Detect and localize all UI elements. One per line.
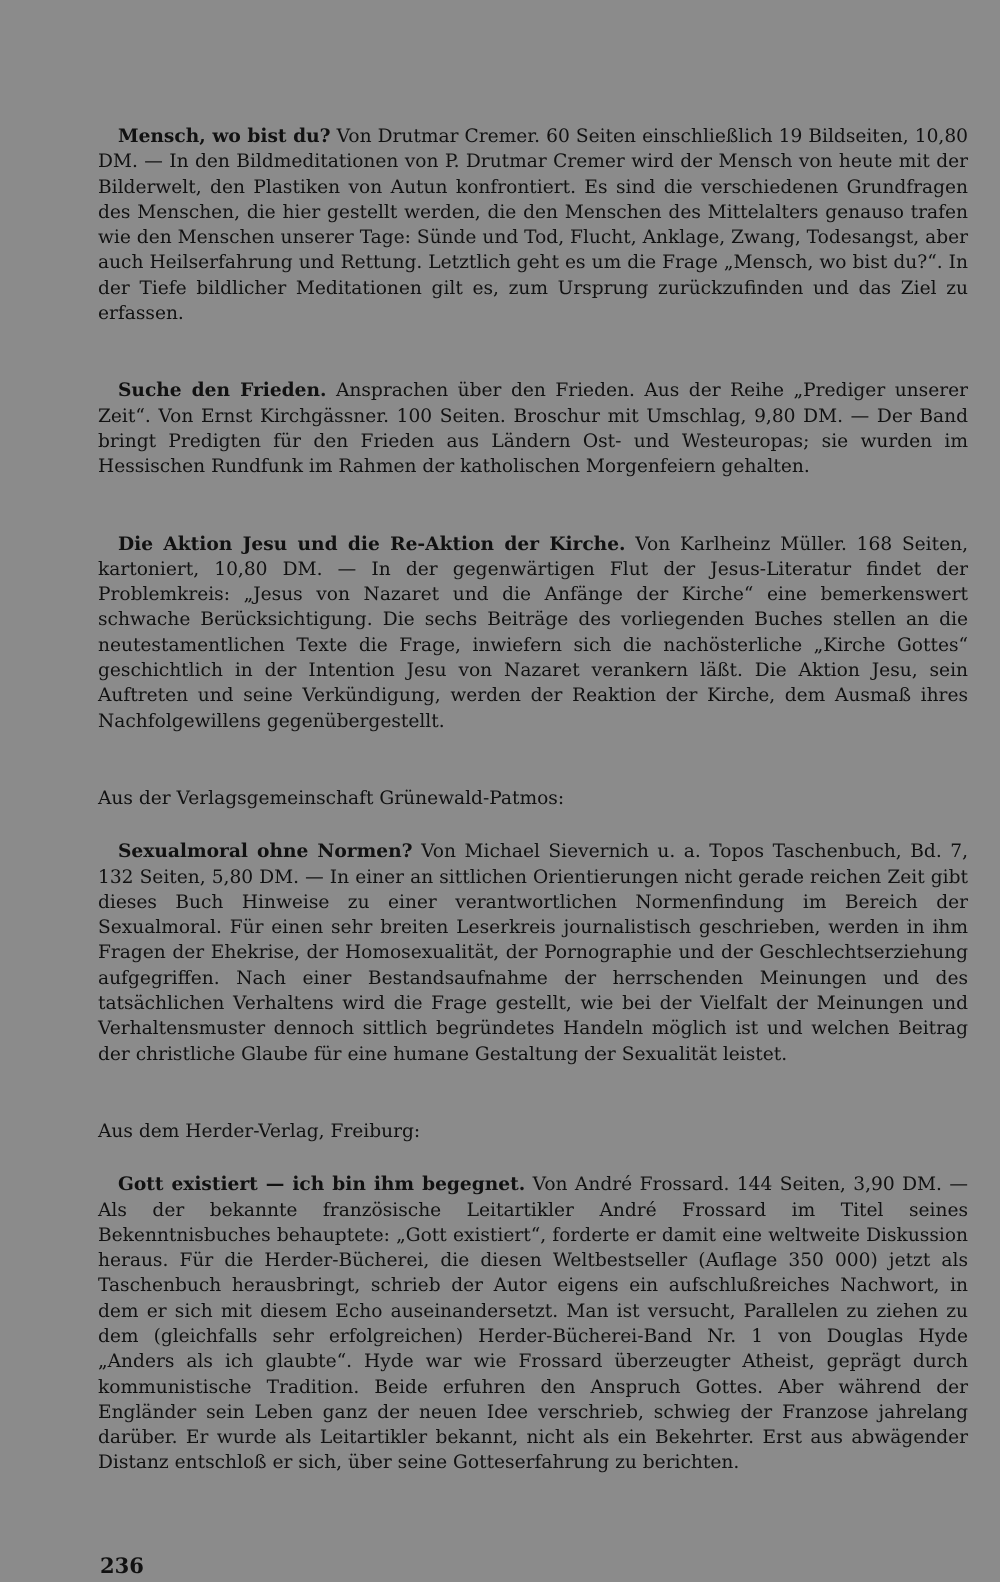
entry-text: Von Michael Sievernich u. a. Topos Taschenbuch, Bd. 7, 132 Seiten, 5,80 DM. — In einer an sittlichen Orientierungen nicht gerade reichen Zeit gibt dieses Buch Hinweise zu einer verantwortlichen Normenfindung im Bereich der Sexualmoral. Für einen sehr breiten Leserkreis journalistisch geschrieben, werden in ihm Fragen der Ehekrise, der Homosexualität, der Pornographie und der Geschlechtserziehung aufgegriffen. Nach einer Bestandsaufnahme der herrschenden Meinungen und des tatsächlichen Verhaltens wird die Frage gestellt, wie bei der Vielfalt der Meinungen und Verhaltensmuster dennoch sittlich begründetes Handeln möglich ist und welchen Beitrag der christliche Glaube für eine humane Gestaltung der Sexualität leistet. <box>98 841 968 1065</box>
entry-text: Von André Frossard. 144 Seiten, 3,90 DM. — Als der bekannte französische Leitartikler André Frossard im Titel seines Bekenntnisbuches behauptete: „Gott existiert“, forderte er damit eine weltweite Diskussion heraus. Für die Herder-Bücherei, die diesen Weltbestseller (Auflage 350 000) jetzt als Taschenbuch herausbringt, schrieb der Autor eigens ein aufschlußreiches Nachwort, in dem er sich mit diesem Echo auseinandersetzt. Man ist versucht, Parallelen zu ziehen zu dem (gleichfalls sehr erfolgreichen) Herder-Bücherei-Band Nr. 1 von Douglas Hyde „Anders als ich glaubte“. Hyde war wie Frossard überzeugter Atheist, geprägt durch kommunistische Tradition. Beide erfuhren den Anspruch Gottes. Aber während der Engländer sein Leben ganz der neuen Idee verschrieb, schwieg der Franzose jahrelang darüber. Er wurde als Leitartikler bekannt, nicht als ein Bekehrter. Erst aus abwägender Distanz entschloß er sich, über seine Gotteserfahrung zu berichten. <box>98 1174 968 1474</box>
book-entry <box>98 124 968 326</box>
entry-paragraph <box>98 378 968 479</box>
entry-text: Von Drutmar Cremer. 60 Seiten einschließlich 19 Bildseiten, 10,80 DM. — In den Bildmeditationen von P. Drutmar Cremer wird der Mensch von heute mit der Bilderwelt, den Plastiken von Autun konfrontiert. Es sind die verschiedenen Grundfragen des Menschen, die hier gestellt werden, die den Menschen des Mittelalters genauso trafen wie den Menschen unserer Tage: Sünde und Tod, Flucht, Anklage, Zwang, Todesangst, aber auch Heilserfahrung und Rettung. Letztlich geht es um die Frage „Mensch, wo bist du?“. In der Tiefe bildlicher Meditationen gilt es, zum Ursprung zurückzufinden und das Ziel zu erfassen. <box>98 126 968 325</box>
publisher-heading: Aus dem Herder-Verlag, Freiburg: <box>98 1120 421 1142</box>
book-entry <box>98 839 968 1067</box>
entry-title: Gott existiert — ich bin ihm begegnet. <box>118 1174 526 1196</box>
entry-paragraph <box>98 124 968 326</box>
entry-paragraph <box>98 532 968 734</box>
entry-title: Sexualmoral ohne Normen? <box>118 841 413 863</box>
entry-paragraph <box>98 1172 968 1476</box>
entry-title: Mensch, wo bist du? <box>118 126 331 147</box>
book-entry <box>98 532 968 734</box>
page-number: 236 <box>100 1553 144 1578</box>
entry-title: Die Aktion Jesu und die Re-Aktion der Kirche. <box>118 533 626 555</box>
publisher-heading: Aus der Verlagsgemeinschaft Grünewald-Patmos: <box>98 787 565 809</box>
entry-title: Suche den Frieden. <box>118 380 327 402</box>
book-entry <box>98 378 968 479</box>
entry-text: Ansprachen über den Frieden. Aus der Reihe „Prediger unserer Zeit“. Von Ernst Kirchgässner. 100 Seiten. Broschur mit Umschlag, 9,80 DM. — Der Band bringt Predigten für den Frieden aus Ländern Ost- und Westeuropas; sie wurden im Hessischen Rundfunk im Rahmen der katholischen Morgenfeiern gehalten. <box>98 380 968 478</box>
entry-text: Von Karlheinz Müller. 168 Seiten, kartoniert, 10,80 DM. — In der gegenwärtigen Flut der Jesus-Literatur findet der Problemkreis: „Jesus von Nazaret und die Anfänge der Kirche“ eine bemerkenswert schwache Berücksichtigung. Die sechs Beiträge des vorliegenden Buches stellen an die neutestamentlichen Texte die Frage, inwiefern sich die nachösterliche „Kirche Gottes“ geschichtlich in der Intention Jesu von Nazaret verankern läßt. Die Aktion Jesu, sein Auftreten und seine Verkündigung, werden der Reaktion der Kirche, dem Ausmaß ihres Nachfolgewillens gegenübergestellt. <box>98 533 968 732</box>
book-entry <box>98 1172 968 1476</box>
entry-paragraph <box>98 839 968 1067</box>
